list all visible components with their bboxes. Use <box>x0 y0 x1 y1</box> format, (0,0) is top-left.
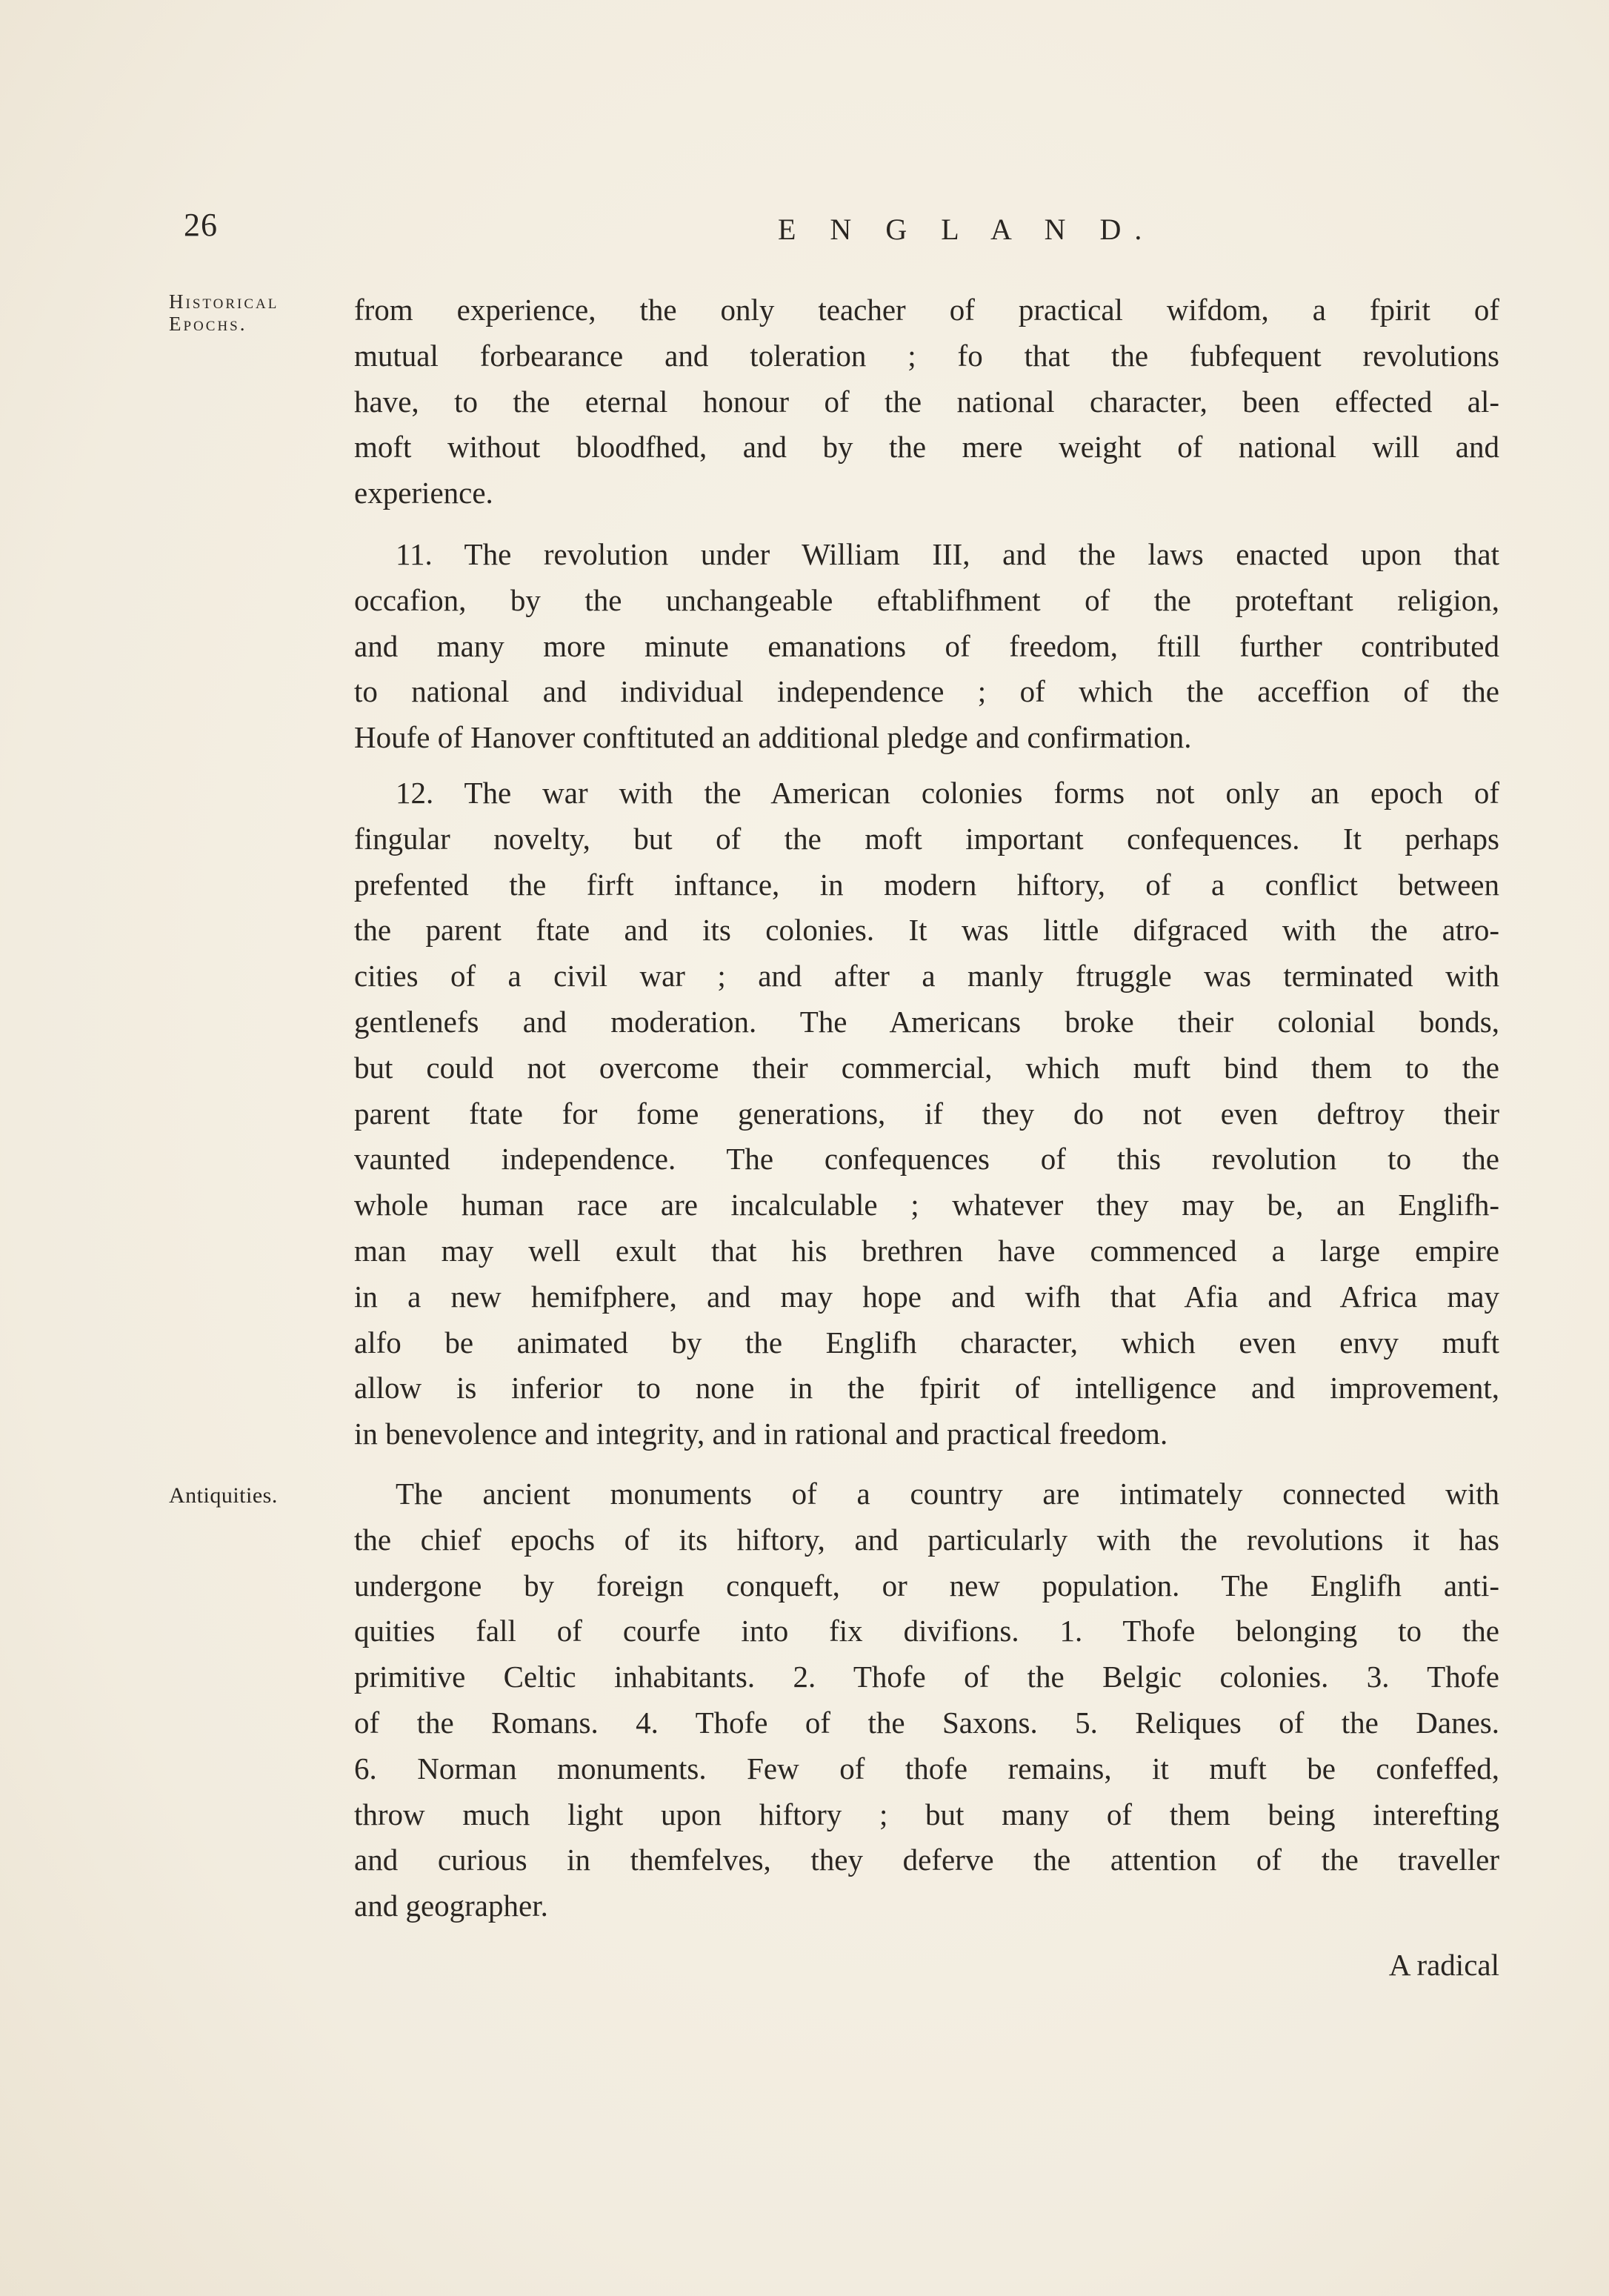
text-line: man may well exult that his brethren have commenced a large empire <box>354 1233 1499 1268</box>
text-line: moft without bloodfhed, and by the mere weight of national will and <box>354 430 1499 465</box>
text-line: the chief epochs of its hiftory, and particularly with the revolutions it has <box>354 1522 1499 1557</box>
text-line: experience. <box>354 476 493 510</box>
text-line: primitive Celtic inhabitants. 2. Thofe of the Belgic colonies. 3. Thofe <box>354 1660 1499 1694</box>
text-line: undergone by foreign conqueft, or new population. The Englifh anti- <box>354 1568 1499 1603</box>
text-line: 11. The revolution under William III, and the laws enacted upon that <box>396 537 1499 571</box>
text-line: allow is inferior to none in the fpirit of intelligence and improvement, <box>354 1371 1499 1405</box>
text-line: mutual forbearance and toleration ; fo that the fubfequent revolutions <box>354 338 1499 373</box>
text-line: 12. The war with the American colonies forms not only an epoch of <box>396 776 1499 810</box>
text-line: to national and individual independence ; of which the acceffion of the <box>354 674 1499 709</box>
margin-note-historical-epochs <box>169 290 279 335</box>
text-line: gentlenefs and moderation. The Americans broke their colonial bonds, <box>354 1004 1499 1039</box>
text-line: and many more minute emanations of freedom, ftill further contributed <box>354 628 1499 663</box>
text-line: the parent ftate and its colonies. It was little difgraced with the atro- <box>354 913 1499 948</box>
margin-note-line: Historical <box>169 290 279 313</box>
text-line: alfo be animated by the Englifh character, which even envy muft <box>354 1325 1499 1360</box>
text-line: prefented the firft inftance, in modern hiftory, of a conflict between <box>354 867 1499 902</box>
page-number: 26 <box>184 207 218 243</box>
text-line: parent ftate for fome generations, if they do not even deftroy their <box>354 1096 1499 1131</box>
text-line: occafion, by the unchangeable eftablifhment of the proteftant religion, <box>354 582 1499 617</box>
text-line: from experience, the only teacher of practical wifdom, a fpirit of <box>354 293 1499 327</box>
text-line: have, to the eternal honour of the national character, been effected al- <box>354 384 1499 419</box>
paragraph-antiquities <box>354 1471 1499 1929</box>
catchword: A radical <box>1388 1948 1499 1982</box>
text-line: throw much light upon hiftory ; but many of them being interefting <box>354 1797 1499 1831</box>
text-line: The ancient monuments of a country are intimately connected with <box>396 1477 1499 1511</box>
text-line: quities fall of courfe into fix divifions. 1. Thofe belonging to the <box>354 1614 1499 1648</box>
text-line: cities of a civil war ; and after a manly ftruggle was terminated with <box>354 959 1499 994</box>
paragraph-12 <box>354 771 1499 1457</box>
text-line: vaunted independence. The confequences of this revolution to the <box>354 1142 1499 1177</box>
margin-note-line: Epochs. <box>169 313 247 335</box>
text-line: and curious in themfelves, they deferve the attention of the traveller <box>354 1843 1499 1877</box>
text-line: of the Romans. 4. Thofe of the Saxons. 5. Reliques of the Danes. <box>354 1705 1499 1740</box>
text-line: but could not overcome their commercial, which muft bind them to the <box>354 1050 1499 1085</box>
text-line: 6. Norman monuments. Few of thofe remains, it muft be confeffed, <box>354 1751 1499 1786</box>
paragraph-11 <box>354 532 1499 761</box>
text-line: Houfe of Hanover conftituted an additional pledge and confirmation. <box>354 720 1192 755</box>
text-line: whole human race are incalculable ; whatever they may be, an Englifh- <box>354 1188 1499 1222</box>
text-line: in benevolence and integrity, and in rational and practical freedom. <box>354 1417 1168 1451</box>
paragraph-continuation <box>354 287 1499 516</box>
text-line: fingular novelty, but of the moft important confequences. It perhaps <box>354 821 1499 856</box>
margin-note-antiquities: Antiquities. <box>169 1483 278 1508</box>
text-line: and geographer. <box>354 1889 548 1923</box>
text-line: in a new hemifphere, and may hope and wifh that Afia and Africa may <box>354 1279 1499 1314</box>
running-head: E N G L A N D. <box>778 213 1156 246</box>
